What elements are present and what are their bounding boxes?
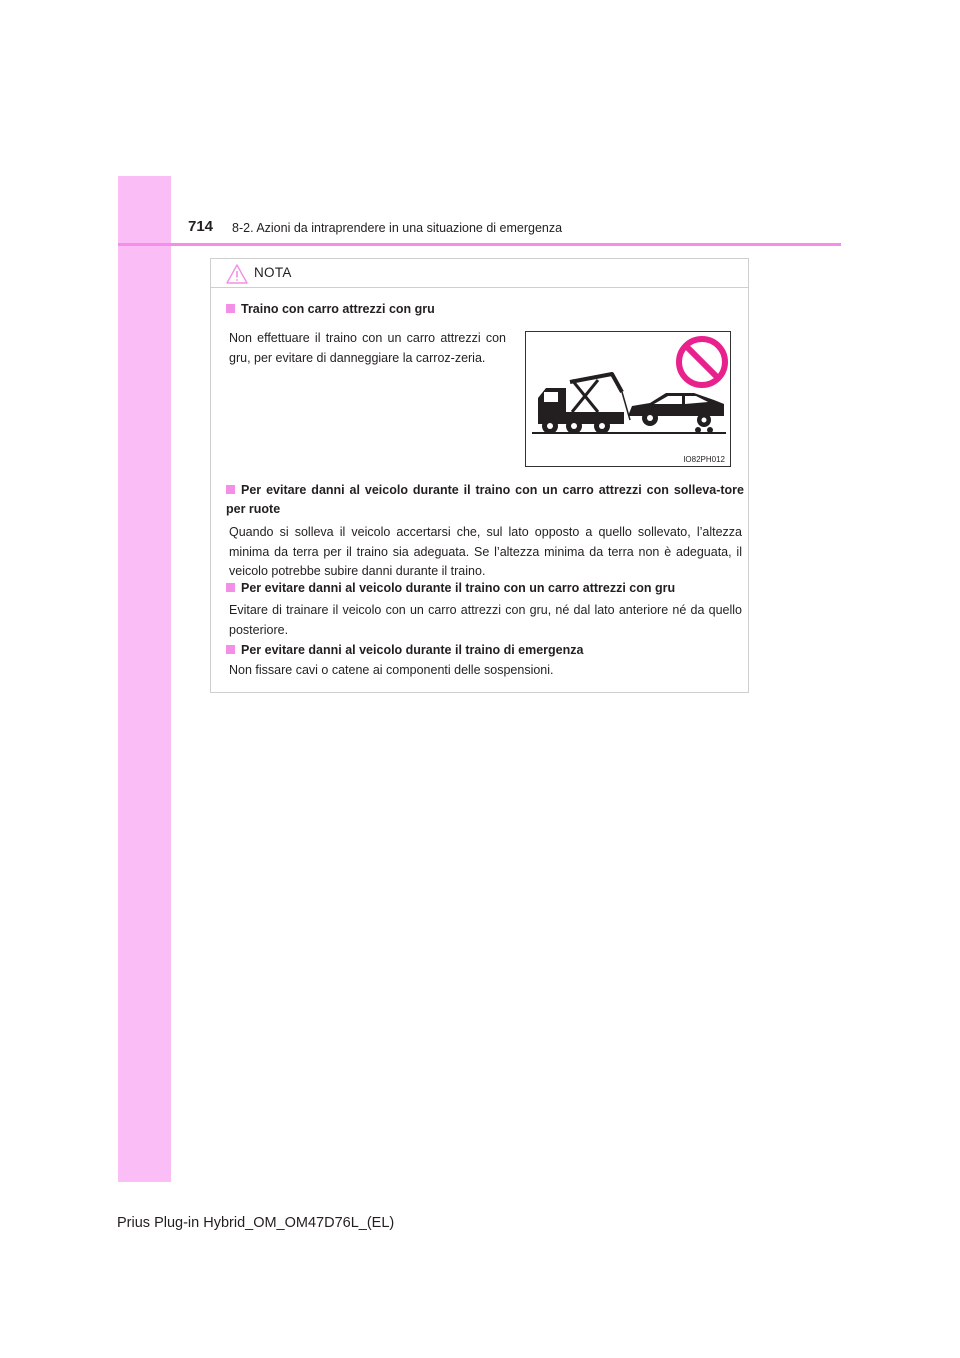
note-title: NOTA <box>254 265 292 280</box>
bullet-square-icon <box>226 583 235 592</box>
tow-illustration <box>526 332 730 466</box>
figure-code: IO82PH012 <box>683 455 725 464</box>
header-rule <box>118 243 841 246</box>
section-text-2: Quando si solleva il veicolo accertarsi che, sul lato opposto a quello sollevato, l’altezza minima da terra per il traino sia adeguata. Se l’altezza minima da terra non è adeguata, il veicolo potrebbe subire danni durante il traino. <box>229 525 742 578</box>
note-box <box>210 258 749 693</box>
bullet-square-icon <box>226 485 235 494</box>
section-text-1: Non effettuare il traino con un carro attrezzi con gru, per evitare di danneggiare la carroz-zeria. <box>229 331 506 365</box>
footer-doc-id: Prius Plug-in Hybrid_OM_OM47D76L_(EL) <box>117 1215 395 1231</box>
warning-icon <box>226 264 248 284</box>
section-heading-4 <box>226 641 744 660</box>
section-text-3: Evitare di trainare il veicolo con un carro attrezzi con gru, né dal lato anteriore né da quello posteriore. <box>229 603 742 637</box>
section-text-4: Non fissare cavi o catene ai componenti delle sospensioni. <box>229 663 554 677</box>
bullet-square-icon <box>226 645 235 654</box>
section-title: 8-2. Azioni da intraprendere in una situazione di emergenza <box>232 221 563 235</box>
section-heading-3 <box>226 579 744 598</box>
heading-text: Traino con carro attrezzi con gru <box>241 302 435 316</box>
heading-text: Per evitare danni al veicolo durante il traino con un carro attrezzi con gru <box>241 581 676 595</box>
section-heading-1 <box>226 300 736 319</box>
bullet-square-icon <box>226 304 235 313</box>
towing-figure <box>525 331 731 467</box>
section-heading-2 <box>226 481 744 519</box>
heading-text: Per evitare danni al veicolo durante il traino di emergenza <box>241 643 584 657</box>
note-header <box>211 259 748 288</box>
heading-text: Per evitare danni al veicolo durante il traino con un carro attrezzi con solleva-tore per ruote <box>226 483 744 516</box>
side-strip <box>118 176 171 1182</box>
tow-truck-icon <box>538 374 630 434</box>
page-number: 714 <box>188 218 214 235</box>
prohibited-icon <box>679 339 725 385</box>
car-icon <box>628 393 724 433</box>
